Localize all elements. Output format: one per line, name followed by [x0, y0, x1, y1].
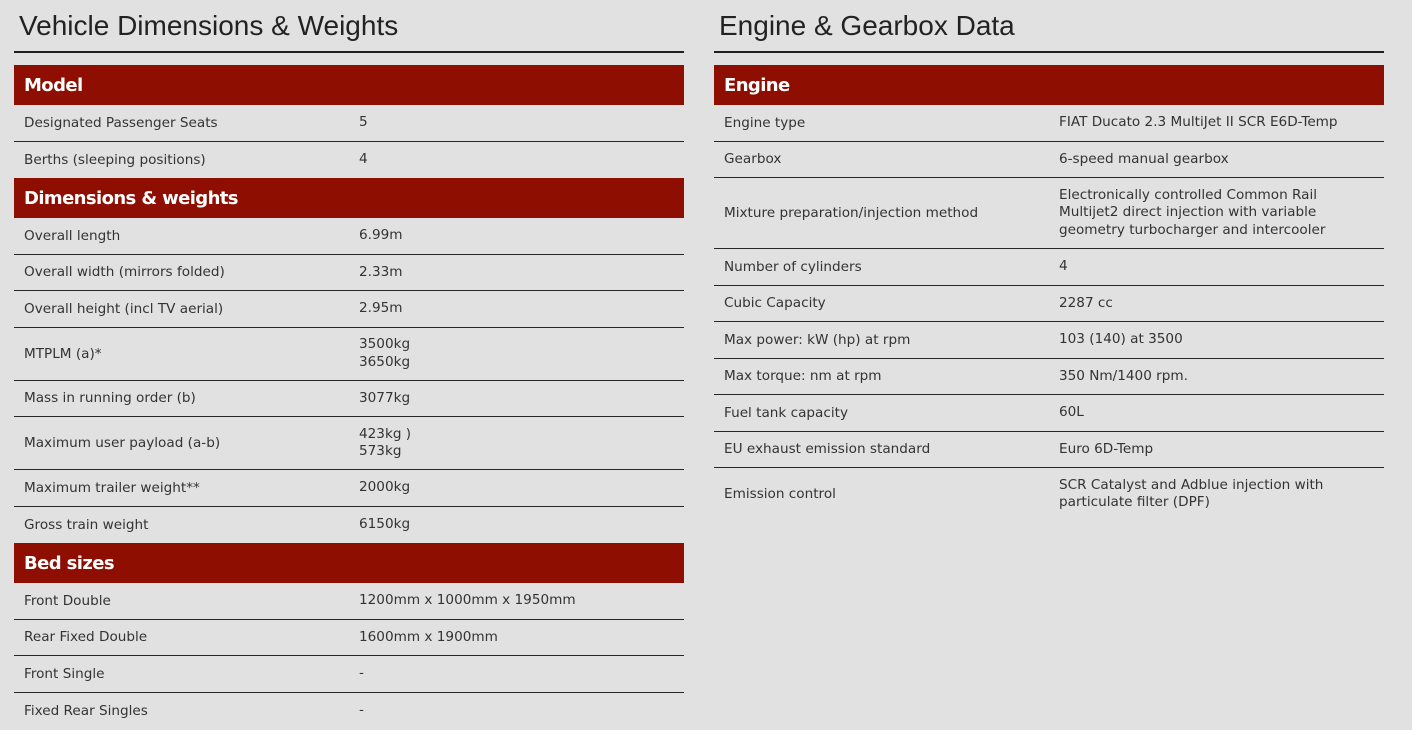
spec-label: Fuel tank capacity: [724, 404, 849, 421]
spec-row: [714, 432, 1384, 469]
engine-gearbox-title: Engine & Gearbox Data: [714, 0, 1384, 53]
spec-row: [14, 142, 684, 179]
spec-label: Overall width (mirrors folded): [24, 264, 225, 281]
spec-label: Max power: kW (hp) at rpm: [724, 331, 911, 348]
spec-row: [14, 656, 684, 693]
section-engine: [714, 105, 1384, 520]
spec-row: [14, 218, 684, 255]
spec-value: 3500kg 3650kg: [359, 336, 411, 370]
spec-value: 1600mm x 1900mm: [359, 628, 498, 645]
spec-value: -: [359, 702, 364, 718]
vehicle-dimensions-title: Vehicle Dimensions & Weights: [14, 0, 684, 53]
spec-label: Overall height (incl TV aerial): [24, 300, 224, 317]
spec-value: 423kg ) 573kg: [359, 425, 412, 459]
section-model: [14, 105, 684, 178]
spec-row: [14, 105, 684, 142]
spec-value: 2.95m: [359, 300, 403, 316]
spec-value: 2287 cc: [1059, 294, 1113, 311]
spec-row: [14, 328, 684, 381]
spec-label: Fixed Rear Singles: [24, 702, 148, 719]
spec-label: Mixture preparation/injection method: [724, 205, 979, 221]
spec-value: SCR Catalyst and Adblue injection with particulate filter (DPF): [1059, 476, 1324, 510]
spec-value: 350 Nm/1400 rpm.: [1059, 367, 1188, 384]
spec-row: [714, 359, 1384, 396]
spec-label: Rear Fixed Double: [24, 629, 148, 646]
section-header-model: Model: [14, 65, 684, 105]
spec-label: Number of cylinders: [724, 258, 862, 275]
spec-value: 6150kg: [359, 516, 411, 532]
spec-value: -: [359, 665, 364, 681]
section-dimensions-weights: [14, 218, 684, 543]
spec-label: Mass in running order (b): [24, 390, 196, 407]
spec-value: 5: [359, 114, 368, 130]
spec-row: [714, 322, 1384, 359]
spec-label: Emission control: [724, 486, 836, 502]
spec-value: FIAT Ducato 2.3 MultiJet II SCR E6D-Temp: [1059, 114, 1338, 130]
spec-label: Designated Passenger Seats: [24, 114, 218, 131]
spec-label: Max torque: nm at rpm: [724, 368, 882, 385]
spec-row: [14, 620, 684, 657]
spec-label: Gearbox: [724, 151, 782, 168]
spec-label: Cubic Capacity: [724, 295, 826, 312]
spec-row: [14, 291, 684, 328]
spec-label: MTPLM (a)*: [24, 345, 102, 362]
spec-label: Gross train weight: [24, 516, 149, 533]
section-header-bed-sizes: Bed sizes: [14, 543, 684, 583]
spec-value: 103 (140) at 3500: [1059, 331, 1183, 347]
spec-value: 2.33m: [359, 263, 403, 280]
spec-label: Engine type: [724, 114, 806, 131]
spec-value: Electronically controlled Common Rail Multijet2 direct injection with variable geometry turbocharger and intercooler: [1059, 186, 1326, 238]
spec-value: 4: [359, 151, 368, 167]
engine-gearbox-column: [714, 0, 1384, 520]
spec-row: [14, 381, 684, 418]
spec-row: [714, 286, 1384, 323]
spec-row: [14, 693, 684, 730]
spec-label: Front Single: [24, 665, 105, 682]
spec-value: 3077kg: [359, 389, 411, 406]
spec-value: 6.99m: [359, 227, 403, 243]
spec-label: EU exhaust emission standard: [724, 441, 931, 458]
spec-row: [14, 417, 684, 470]
spec-row: [714, 142, 1384, 179]
spec-row: [714, 105, 1384, 142]
spec-row: [14, 255, 684, 292]
spec-label: Maximum user payload (a-b): [24, 435, 221, 451]
section-bed-sizes: [14, 583, 684, 729]
spec-label: Overall length: [24, 227, 121, 244]
spec-value: 60L: [1059, 404, 1084, 420]
spec-label: Berths (sleeping positions): [24, 151, 206, 168]
spec-label: Maximum trailer weight**: [24, 479, 200, 496]
spec-row: [714, 178, 1384, 249]
spec-row: [14, 507, 684, 544]
section-header-engine: Engine: [714, 65, 1384, 105]
spec-row: [714, 249, 1384, 286]
spec-value: Euro 6D-Temp: [1059, 440, 1154, 457]
spec-row: [714, 468, 1384, 520]
spec-value: 2000kg: [359, 479, 411, 495]
spec-row: [14, 583, 684, 620]
vehicle-dimensions-column: [14, 0, 684, 729]
section-header-dimensions-weights: Dimensions & weights: [14, 178, 684, 218]
spec-row: [14, 470, 684, 507]
spec-label: Front Double: [24, 592, 111, 609]
spec-row: [714, 395, 1384, 432]
spec-value: 1200mm x 1000mm x 1950mm: [359, 592, 576, 608]
spec-value: 6-speed manual gearbox: [1059, 150, 1229, 167]
spec-value: 4: [1059, 258, 1068, 274]
